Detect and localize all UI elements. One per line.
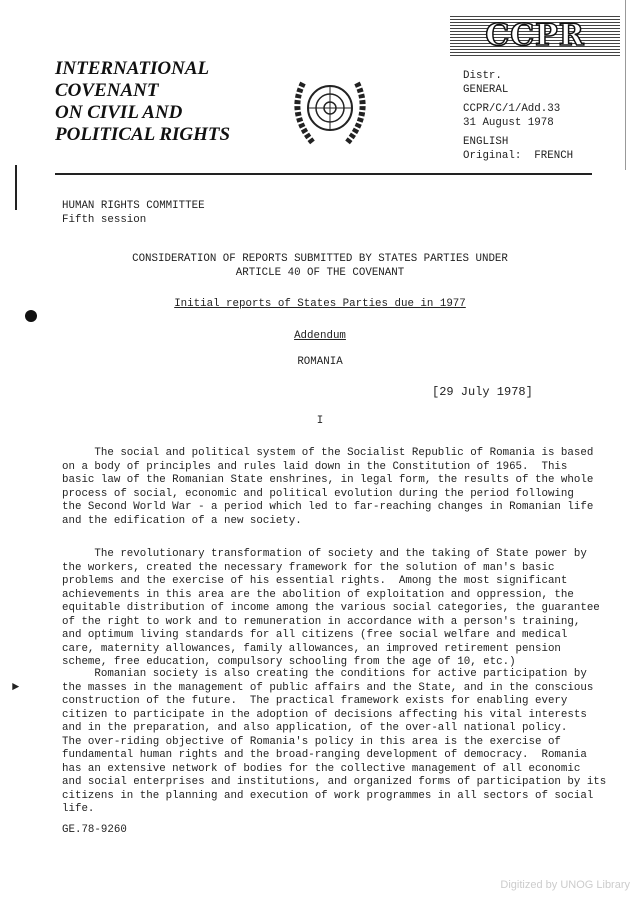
language: ENGLISH xyxy=(463,136,509,148)
scan-hole xyxy=(25,310,37,322)
text-line: The over-riding objective of Romania's policy in this area is the exercise of xyxy=(62,735,561,748)
text-line: on a body of principles and rules laid down in the Constitution of 1965. This xyxy=(62,460,568,473)
text-line: citizens in the planning and execution of work programmes in all sectors of social xyxy=(62,789,594,802)
text-line: fundamental human rights and the broad-ranging development of democracy. Romania xyxy=(62,749,587,761)
covenant-title xyxy=(55,58,230,146)
title-line: POLITICAL RIGHTS xyxy=(55,124,231,145)
country: ROMANIA xyxy=(297,356,343,368)
report-date: [29 July 1978] xyxy=(432,385,533,399)
heading-line: ARTICLE 40 OF THE COVENANT xyxy=(235,266,405,279)
committee-name: HUMAN RIGHTS COMMITTEE xyxy=(62,200,205,212)
main-heading xyxy=(0,253,640,280)
un-emblem-icon xyxy=(283,68,378,153)
text-line: has an extensive network of bodies for the collective management of all economic xyxy=(62,762,581,775)
text-line: and optimum living standards for all citizens (free social welfare and medical xyxy=(62,629,568,641)
title-line: COVENANT xyxy=(55,80,159,101)
ccpr-logo xyxy=(450,16,620,56)
subheading xyxy=(0,298,640,312)
text-line: of the right to work and to remuneration in accordance with a person's training, xyxy=(62,615,581,628)
logo-text: CCPR xyxy=(485,18,585,53)
paragraph-3 xyxy=(62,668,606,817)
text-line: care, maternity allowances, family allowances, an improved retirement pension xyxy=(62,642,561,655)
text-line: and the edification of a new society. xyxy=(62,514,302,527)
title-line: INTERNATIONAL xyxy=(55,58,210,79)
addendum-text: Addendum xyxy=(294,330,346,342)
text-line: equitable distribution of income among the various social categories, the guarantee xyxy=(62,602,600,614)
heading-line: CONSIDERATION OF REPORTS SUBMITTED BY STATES PARTIES UNDER xyxy=(132,253,508,265)
text-line: scheme, free education, compulsory schooling from the age of 10, etc.) xyxy=(62,656,516,668)
text-line: citizen to participate in the adoption of decisions affecting his vital interests xyxy=(62,708,587,721)
section-number: I xyxy=(316,415,324,427)
original-language: Original: FRENCH xyxy=(463,149,574,162)
title-line: ON CIVIL AND xyxy=(55,102,183,123)
text-line: and in the preparation, and also application, of the over-all national policy. xyxy=(62,722,568,734)
text-line: the workers, created the necessary framework for the solution of man's basic xyxy=(62,561,555,574)
paragraph-2 xyxy=(62,548,600,670)
scan-mark xyxy=(15,165,17,210)
text-line: achievements in this area are the abolition of exploitation and oppression, the xyxy=(62,588,574,601)
session: Fifth session xyxy=(62,213,147,226)
digitized-watermark: Digitized by UNOG Library xyxy=(500,879,630,891)
text-line: problems and the exercise of his essential rights. Among the most significant xyxy=(62,575,568,587)
text-line: process of social, economic and political evolution during the period following xyxy=(62,487,574,500)
distr-value: GENERAL xyxy=(463,83,509,96)
document-code: GE.78-9260 xyxy=(62,824,127,836)
scan-arrow-icon: ► xyxy=(12,680,20,694)
committee-block xyxy=(62,200,205,227)
document-symbol: CCPR/C/1/Add.33 xyxy=(463,103,561,115)
distr-label: Distr. xyxy=(463,70,502,82)
document-meta xyxy=(463,70,573,163)
text-line: the Second World War - a period which led to far-reaching changes in Romanian life xyxy=(62,501,594,513)
paragraph-1 xyxy=(62,447,593,528)
document-date: 31 August 1978 xyxy=(463,116,554,129)
addendum xyxy=(0,330,640,344)
text-line: The social and political system of the Socialist Republic of Romania is based xyxy=(62,447,594,459)
text-line: construction of the future. The practical framework exists for enabling every xyxy=(62,695,568,707)
text-line: life. xyxy=(62,803,95,815)
text-line: The revolutionary transformation of society and the taking of State power by xyxy=(62,548,587,560)
subheading-text: Initial reports of States Parties due in 1977 xyxy=(174,298,466,310)
text-line: Romanian society is also creating the conditions for active participation by xyxy=(62,668,587,680)
divider xyxy=(55,173,592,175)
text-line: the masses in the management of public affairs and the State, and in the conscious xyxy=(62,681,594,694)
text-line: and social enterprises and institutions, and organized forms of participation by its xyxy=(62,776,607,788)
text-line: basic law of the Romanian State enshrines, in legal form, the results of the whole xyxy=(62,474,594,486)
